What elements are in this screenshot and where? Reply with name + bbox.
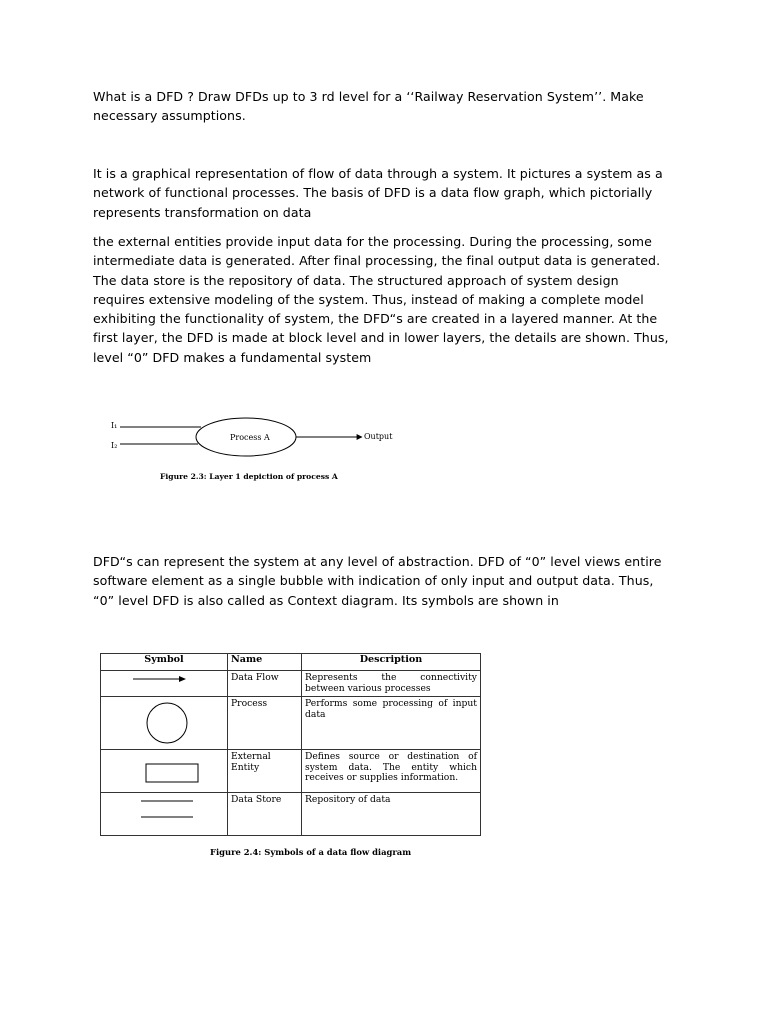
- table-row: [101, 793, 481, 836]
- name-cell: Data Store: [228, 793, 302, 836]
- symbol-cell: [101, 750, 228, 793]
- figure-1-caption: Figure 2.3: Layer 1 depiction of process A: [160, 472, 338, 481]
- abstraction-paragraph: DFD“s can represent the system at any level of abstraction. DFD of “0” level views entire software element as a single bubble with indication of only input and output data. Thus, “0” level DFD is also called as Context diagram. Its symbols are shown in: [93, 554, 662, 608]
- header-symbol: Symbol: [101, 654, 228, 671]
- rectangle-icon: [101, 750, 228, 792]
- input-1-label: I₁: [111, 421, 118, 430]
- parallel-lines-icon: [101, 793, 228, 835]
- name-cell: Process: [228, 697, 302, 750]
- description-cell: Defines source or destination of system data. The entity which receives or supplies information.: [302, 750, 481, 793]
- symbol-cell: [101, 671, 228, 697]
- question-text: What is a DFD ? Draw DFDs up to 3 rd level for a ‘‘Railway Reservation System’’. Make necessary assumptions.: [93, 89, 644, 124]
- table-row: [101, 697, 481, 750]
- description-cell: Represents the connectivity between various processes: [302, 671, 481, 697]
- layers-paragraph: the external entities provide input data for the processing. During the processing, some intermediate data is generated. After final processing, the final output data is generated. The data store is the repository of data. The structured approach of system design requires extensive modeling of the system. Thus, instead of making a complete model exhibiting the functionality of system, the DFD“s are created in a layered manner. At the first layer, the DFD is made at block level and in lower layers, the details are shown. Thus, level “0” DFD makes a fundamental system: [93, 234, 669, 365]
- input-2-label: I₂: [111, 441, 118, 450]
- circle-icon: [101, 697, 228, 749]
- arrow-icon: [101, 671, 228, 694]
- header-description: Description: [302, 654, 481, 671]
- symbol-cell: [101, 697, 228, 750]
- intro-paragraph: It is a graphical representation of flow of data through a system. It pictures a system as a network of functional processes. The basis of DFD is a data flow graph, which pictorially represents transformation on data: [93, 166, 663, 220]
- description-cell: Repository of data: [302, 793, 481, 836]
- figure-2-caption: Figure 2.4: Symbols of a data flow diagram: [210, 847, 412, 857]
- table-row: [101, 671, 481, 697]
- name-cell: External Entity: [228, 750, 302, 793]
- symbol-cell: [101, 793, 228, 836]
- name-cell: Data Flow: [228, 671, 302, 697]
- dfd-symbols-table: [100, 653, 481, 836]
- table-row: [101, 750, 481, 793]
- description-cell: Performs some processing of input data: [302, 697, 481, 750]
- output-label: Output: [364, 432, 393, 441]
- process-label: Process A: [230, 433, 270, 442]
- figure-process-a: [108, 412, 398, 486]
- table-header-row: [101, 654, 481, 671]
- header-name: Name: [228, 654, 302, 671]
